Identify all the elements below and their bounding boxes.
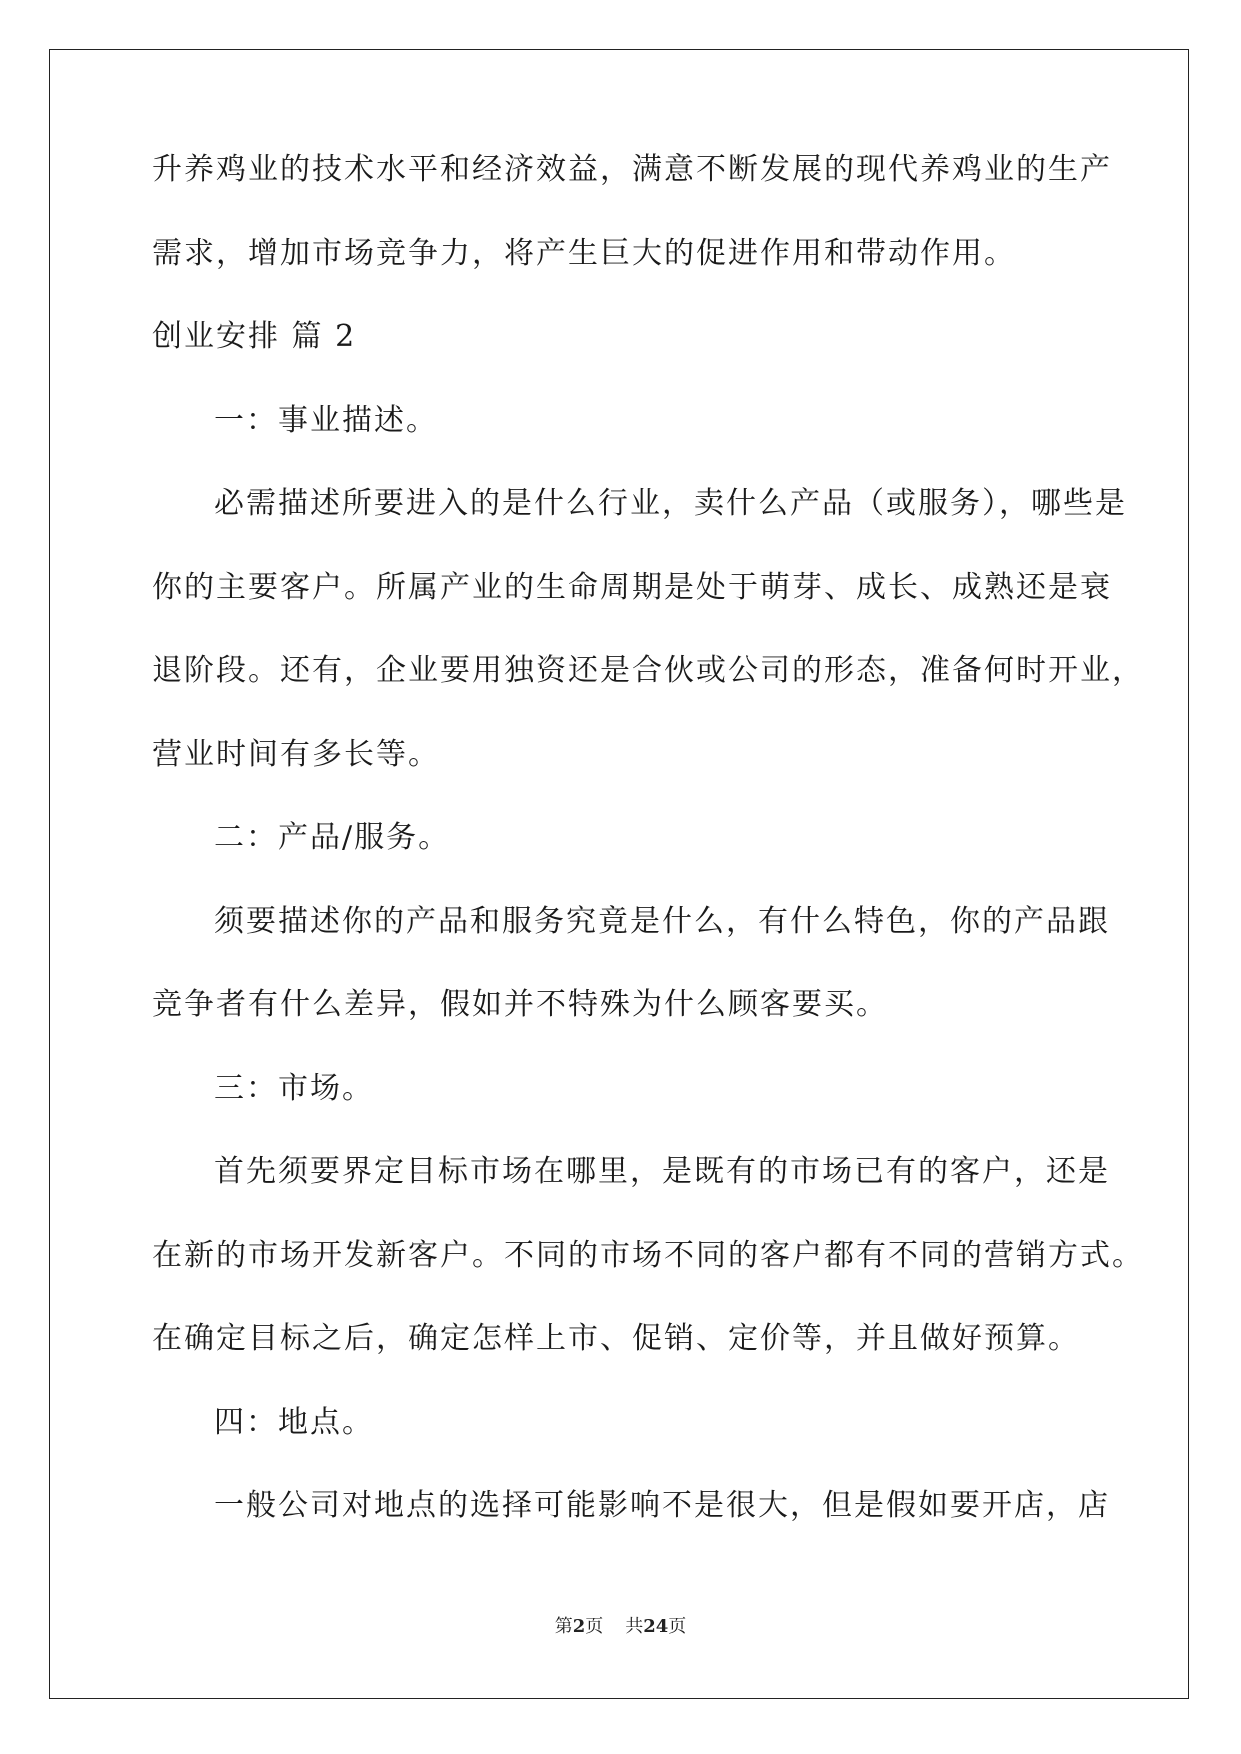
- footer-page-total: 24: [643, 1616, 669, 1637]
- footer-total-prefix: 共: [625, 1616, 644, 1637]
- footer-page-current: 2: [572, 1616, 586, 1637]
- page-footer: [0, 1617, 1241, 1637]
- text-line: 须要描述你的产品和服务究竟是什么，有什么特色，你的产品跟: [214, 903, 1110, 939]
- text-line: 创业安排 篇 2: [152, 319, 357, 354]
- text-line: 退阶段。还有，企业要用独资还是合伙或公司的形态，准备何时开业，: [152, 653, 1144, 688]
- footer-total-suffix: 页: [668, 1616, 687, 1637]
- text-line: 必需描述所要进入的是什么行业，卖什么产品（或服务），哪些是: [214, 486, 1127, 521]
- text-line: 需求，增加市场竞争力，将产生巨大的促进作用和带动作用。: [152, 235, 1016, 271]
- text-line: 四：地点。: [214, 1404, 374, 1440]
- text-line: 在新的市场开发新客户。不同的市场不同的客户都有不同的营销方式。: [152, 1237, 1144, 1273]
- text-line: 你的主要客户。所属产业的生命周期是处于萌芽、成长、成熟还是衰: [152, 569, 1112, 605]
- text-line: 首先须要界定目标市场在哪里，是既有的市场已有的客户，还是: [214, 1154, 1110, 1189]
- text-line: 升养鸡业的技术水平和经济效益，满意不断发展的现代养鸡业的生产: [152, 152, 1112, 187]
- text-line: 一：事业描述。: [214, 402, 438, 438]
- text-line: 一般公司对地点的选择可能影响不是很大，但是假如要开店，店: [214, 1488, 1110, 1523]
- document-body: [152, 152, 1144, 1575]
- footer-page-prefix: 第: [554, 1616, 573, 1637]
- text-line: 营业时间有多长等。: [152, 736, 440, 772]
- text-line: 竞争者有什么差异，假如并不特殊为什么顾客要买。: [152, 987, 888, 1022]
- text-line: 在确定目标之后，确定怎样上市、促销、定价等，并且做好预算。: [152, 1321, 1080, 1356]
- text-line: 二：产品/服务。: [214, 820, 451, 855]
- footer-page-suffix: 页: [585, 1616, 604, 1637]
- text-line: 三：市场。: [214, 1070, 374, 1106]
